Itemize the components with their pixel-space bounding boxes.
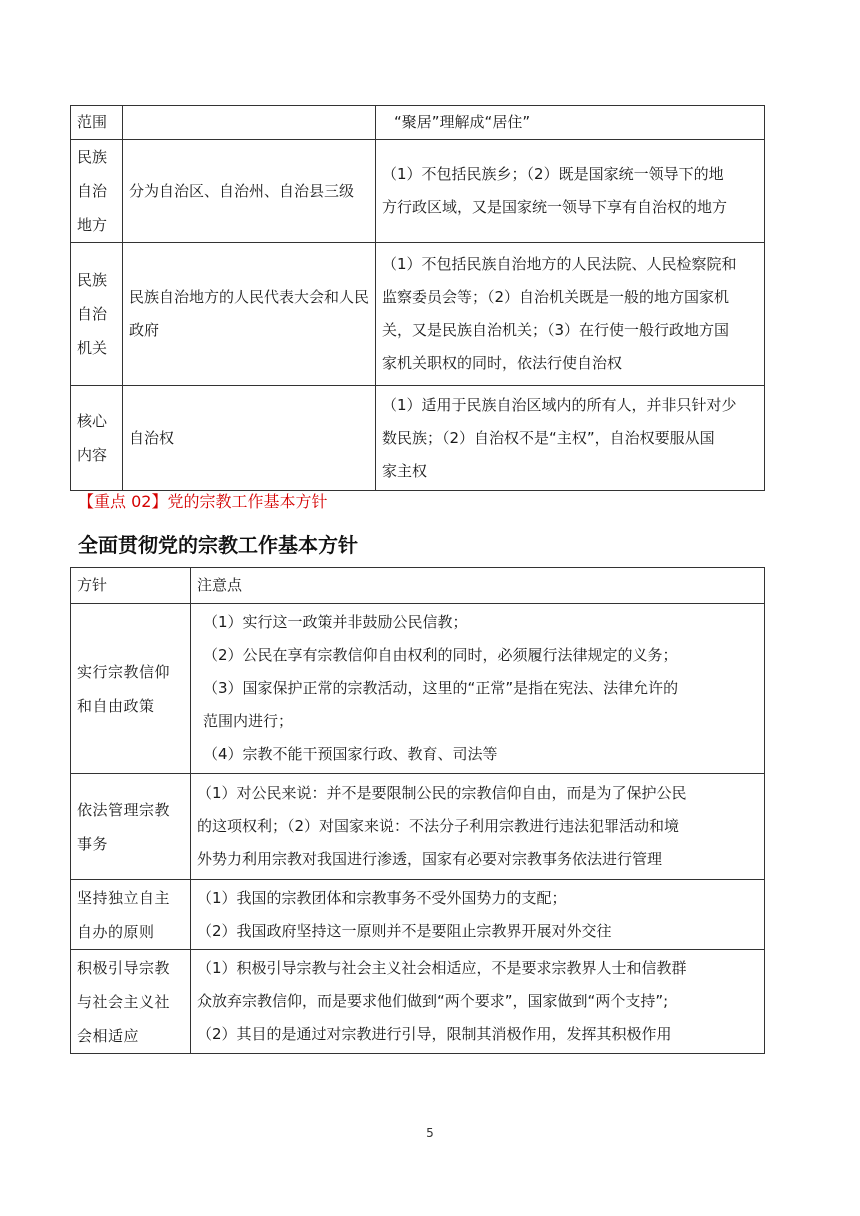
cell-line: （1）我国的宗教团体和宗教事务不受外国势力的支配； xyxy=(197,888,567,907)
cell-line: 方行政区域，又是国家统一领导下享有自治权的地方 xyxy=(382,198,728,216)
table-cell xyxy=(376,140,765,243)
table-header-cell: 方针 xyxy=(71,568,191,604)
cell-line: “聚居”理解成“居住” xyxy=(394,113,531,131)
cell-line: （1）不包括民族自治地方的人民法院、人民检察院和 xyxy=(382,255,737,273)
table-cell xyxy=(376,243,765,386)
table-cell: 积极引导宗教与社会主义社会相适应 xyxy=(71,950,191,1054)
page-number: 5 xyxy=(426,1126,434,1140)
table-cell xyxy=(376,386,765,491)
table-row xyxy=(71,774,765,880)
cell-line: （1）实行这一政策并非鼓励公民信教； xyxy=(203,613,468,631)
cell-line: （1）对公民来说：并不是要限制公民的宗教信仰自由，而是为了保护公民 xyxy=(197,784,687,802)
table-cell: 民族自治机关 xyxy=(71,243,123,386)
table-cell xyxy=(191,880,765,950)
cell-line: 家主权 xyxy=(382,461,428,480)
cell-line: （2）我国政府坚持这一原则并不是要阻止宗教界开展对外交往 xyxy=(197,921,612,940)
cell-line: 监察委员会等；（2）自治机关既是一般的地方国家机 xyxy=(382,288,730,306)
table-cell xyxy=(191,604,765,774)
table-cell: 自治权 xyxy=(123,386,376,491)
table-cell: 民族自治地方的人民代表大会和人民政府 xyxy=(123,243,376,386)
table-cell xyxy=(191,774,765,880)
table-row xyxy=(71,386,765,491)
cell-line: （4）宗教不能干预国家行政、教育、司法等 xyxy=(203,745,498,763)
cell-line: （3）国家保护正常的宗教活动，这里的“正常”是指在宪法、法律允许的 xyxy=(203,679,679,697)
section-subheading: 【重点 02】党的宗教工作基本方针 xyxy=(78,492,328,511)
cell-line: （2）公民在享有宗教信仰自由权利的同时，必须履行法律规定的义务； xyxy=(203,646,678,664)
table-row xyxy=(71,106,765,140)
cell-line: 数民族；（2）自治权不是“主权”，自治权要服从国 xyxy=(382,428,715,447)
table-header-cell: 注意点 xyxy=(191,568,765,604)
table-row xyxy=(71,140,765,243)
cell-line: 家机关职权的同时，依法行使自治权 xyxy=(382,354,623,372)
table-cell: 实行宗教信仰和自由政策 xyxy=(71,604,191,774)
table-cell: 民族自治地方 xyxy=(71,140,123,243)
cell-line: 的这项权利；（2）对国家来说：不法分子利用宗教进行违法犯罪活动和境 xyxy=(197,817,680,835)
table-cell: 坚持独立自主自办的原则 xyxy=(71,880,191,950)
section-heading: 全面贯彻党的宗教工作基本方针 xyxy=(78,533,358,557)
table-row xyxy=(71,950,765,1054)
autonomy-table xyxy=(70,105,765,491)
cell-line: 关，又是民族自治机关；（3）在行使一般行政地方国 xyxy=(382,321,730,339)
cell-line: （1）不包括民族乡；（2）既是国家统一领导下的地 xyxy=(382,165,724,183)
table-cell: 依法管理宗教事务 xyxy=(71,774,191,880)
table-cell xyxy=(191,950,765,1054)
table-cell: 分为自治区、自治州、自治县三级 xyxy=(123,140,376,243)
cell-line: 外势力利用宗教对我国进行渗透，国家有必要对宗教事务依法进行管理 xyxy=(197,850,663,868)
cell-line: 范围内进行； xyxy=(203,712,294,730)
table-cell: 范围 xyxy=(71,106,123,140)
table-cell xyxy=(376,106,765,140)
table-row xyxy=(71,880,765,950)
table-row xyxy=(71,243,765,386)
cell-line: （1）积极引导宗教与社会主义社会相适应，不是要求宗教界人士和信教群 xyxy=(197,959,687,977)
cell-line: （1）适用于民族自治区域内的所有人，并非只针对少 xyxy=(382,395,737,414)
table-row xyxy=(71,604,765,774)
cell-line: （2）其目的是通过对宗教进行引导，限制其消极作用，发挥其积极作用 xyxy=(197,1025,672,1043)
table-cell xyxy=(123,106,376,140)
religion-policy-table xyxy=(70,567,765,1054)
cell-line: 众放弃宗教信仰，而是要求他们做到“两个要求”，国家做到“两个支持”; xyxy=(197,992,669,1010)
table-header-row xyxy=(71,568,765,604)
table-cell: 核心内容 xyxy=(71,386,123,491)
